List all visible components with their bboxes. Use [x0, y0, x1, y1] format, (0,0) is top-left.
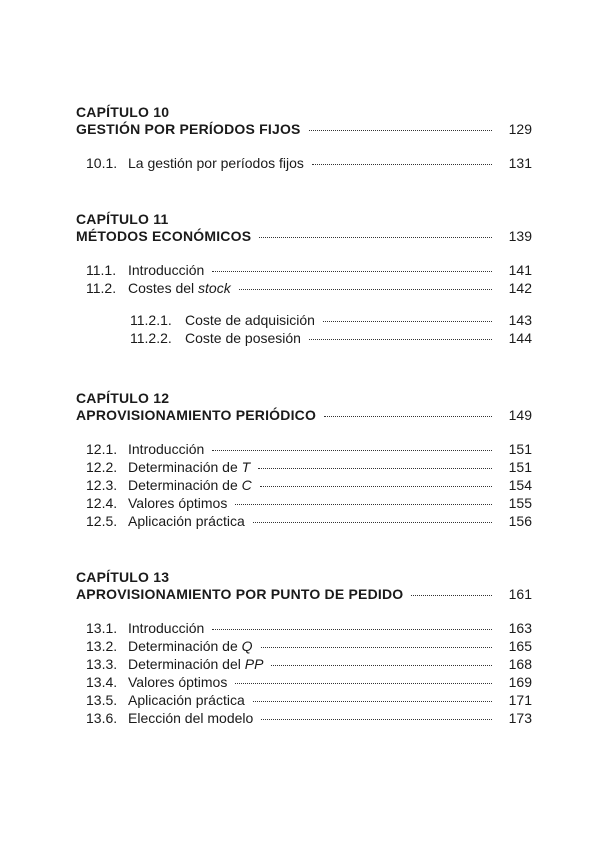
section-title: Valores óptimos — [128, 674, 228, 690]
section-title-text: Determinación de — [128, 638, 238, 654]
page-number: 156 — [508, 513, 532, 529]
chapter-11 — [76, 211, 532, 347]
dot-leader — [260, 486, 492, 487]
section-row[interactable] — [76, 154, 532, 172]
page-number: 149 — [508, 407, 532, 423]
page-number: 129 — [508, 121, 532, 137]
section-title: La gestión por períodos fijos — [128, 155, 304, 171]
section-number: 12.3. — [86, 477, 118, 493]
page-number: 171 — [508, 692, 532, 708]
section-row[interactable] — [76, 655, 532, 673]
page-number: 141 — [508, 262, 532, 278]
section-row[interactable] — [76, 458, 532, 476]
subsection-number: 11.2.2. — [130, 330, 172, 346]
chapter-title-row[interactable] — [76, 585, 532, 603]
dot-leader — [253, 522, 492, 523]
dot-leader — [261, 719, 492, 720]
section-title-text: Determinación de — [128, 477, 238, 493]
chapter-title: GESTIÓN POR PERÍODOS FIJOS — [76, 121, 301, 137]
chapter-title: APROVISIONAMIENTO PERIÓDICO — [76, 407, 317, 423]
dot-leader — [253, 701, 492, 702]
chapter-title-row[interactable] — [76, 406, 532, 424]
section-row[interactable] — [76, 637, 532, 655]
chapter-label: CAPÍTULO 13 — [76, 569, 170, 585]
page-number: 151 — [508, 441, 532, 457]
page-number: 168 — [508, 656, 532, 672]
section-number: 12.2. — [86, 459, 118, 475]
section-title: Introducción — [128, 620, 205, 636]
page-number: 151 — [508, 459, 532, 475]
chapter-title-row[interactable] — [76, 120, 532, 138]
section-title: Aplicación práctica — [128, 692, 245, 708]
dot-leader — [323, 321, 492, 322]
dot-leader — [259, 237, 492, 238]
dot-leader — [258, 468, 492, 469]
chapter-title-row[interactable] — [76, 227, 532, 245]
page-number: 154 — [508, 477, 532, 493]
subsection-title: Coste de adquisición — [185, 312, 315, 328]
section-title-italic: T — [241, 459, 251, 475]
dot-leader — [212, 629, 492, 630]
page-number: 173 — [508, 710, 532, 726]
dot-leader — [312, 164, 492, 165]
section-row[interactable] — [76, 619, 532, 637]
section-title-text: Determinación del — [128, 656, 241, 672]
chapter-label: CAPÍTULO 10 — [76, 104, 170, 120]
section-title — [128, 279, 231, 297]
subsection-number: 11.2.1. — [130, 312, 172, 328]
section-title: Aplicación práctica — [128, 513, 245, 529]
page-number: 163 — [508, 620, 532, 636]
page-number: 139 — [508, 228, 532, 244]
section-number: 11.2. — [86, 280, 117, 296]
section-title: Introducción — [128, 441, 205, 457]
chapter-label: CAPÍTULO 11 — [76, 211, 169, 227]
dot-leader — [271, 665, 492, 666]
page-number: 165 — [508, 638, 532, 654]
section-title: Valores óptimos — [128, 495, 228, 511]
page-number: 144 — [508, 330, 532, 346]
section-row[interactable] — [76, 261, 532, 279]
chapter-title: MÉTODOS ECONÓMICOS — [76, 228, 252, 244]
page-number: 143 — [508, 312, 532, 328]
subsection-title: Coste de posesión — [185, 330, 301, 346]
section-title-text: Costes del — [128, 280, 195, 296]
section-number: 13.2. — [86, 638, 118, 654]
section-number: 13.4. — [86, 674, 118, 690]
dot-leader — [261, 647, 492, 648]
dot-leader — [235, 504, 492, 505]
section-row[interactable] — [76, 512, 532, 530]
chapter-13 — [76, 569, 532, 727]
section-row[interactable] — [76, 476, 532, 494]
subsection-row[interactable] — [76, 329, 532, 347]
section-number: 11.1. — [86, 262, 117, 278]
dot-leader — [309, 339, 492, 340]
section-title: Elección del modelo — [128, 710, 254, 726]
section-title-italic: Q — [241, 638, 253, 654]
dot-leader — [411, 595, 492, 596]
section-title — [128, 476, 252, 494]
page-number: 142 — [508, 280, 532, 296]
page-number: 169 — [508, 674, 532, 690]
section-row[interactable] — [76, 440, 532, 458]
section-number: 13.6. — [86, 710, 118, 726]
section-number: 10.1. — [86, 155, 118, 171]
section-number: 12.4. — [86, 495, 118, 511]
section-title-italic: C — [241, 477, 252, 493]
dot-leader — [212, 271, 492, 272]
section-title-text: Determinación de — [128, 459, 238, 475]
dot-leader — [235, 683, 492, 684]
section-title-italic: stock — [198, 280, 231, 296]
section-number: 12.1. — [86, 441, 118, 457]
dot-leader — [324, 416, 492, 417]
section-row[interactable] — [76, 709, 532, 727]
page-number: 131 — [508, 155, 532, 171]
section-number: 12.5. — [86, 513, 118, 529]
page-number: 155 — [508, 495, 532, 511]
section-number: 13.3. — [86, 656, 118, 672]
section-row[interactable] — [76, 279, 532, 297]
section-row[interactable] — [76, 673, 532, 691]
section-title — [128, 637, 253, 655]
dot-leader — [212, 450, 492, 451]
subsection-row[interactable] — [76, 311, 532, 329]
section-title-italic: PP — [244, 656, 264, 672]
chapter-label: CAPÍTULO 12 — [76, 390, 170, 406]
chapter-title: APROVISIONAMIENTO POR PUNTO DE PEDIDO — [76, 586, 404, 602]
dot-leader — [309, 130, 492, 131]
chapter-10 — [76, 104, 532, 172]
section-row[interactable] — [76, 691, 532, 709]
section-row[interactable] — [76, 494, 532, 512]
chapter-12 — [76, 390, 532, 530]
section-title — [128, 458, 250, 476]
section-number: 13.5. — [86, 692, 118, 708]
section-title: Introducción — [128, 262, 205, 278]
page-number: 161 — [508, 586, 532, 602]
section-number: 13.1. — [86, 620, 118, 636]
section-title — [128, 655, 263, 673]
dot-leader — [239, 289, 492, 290]
